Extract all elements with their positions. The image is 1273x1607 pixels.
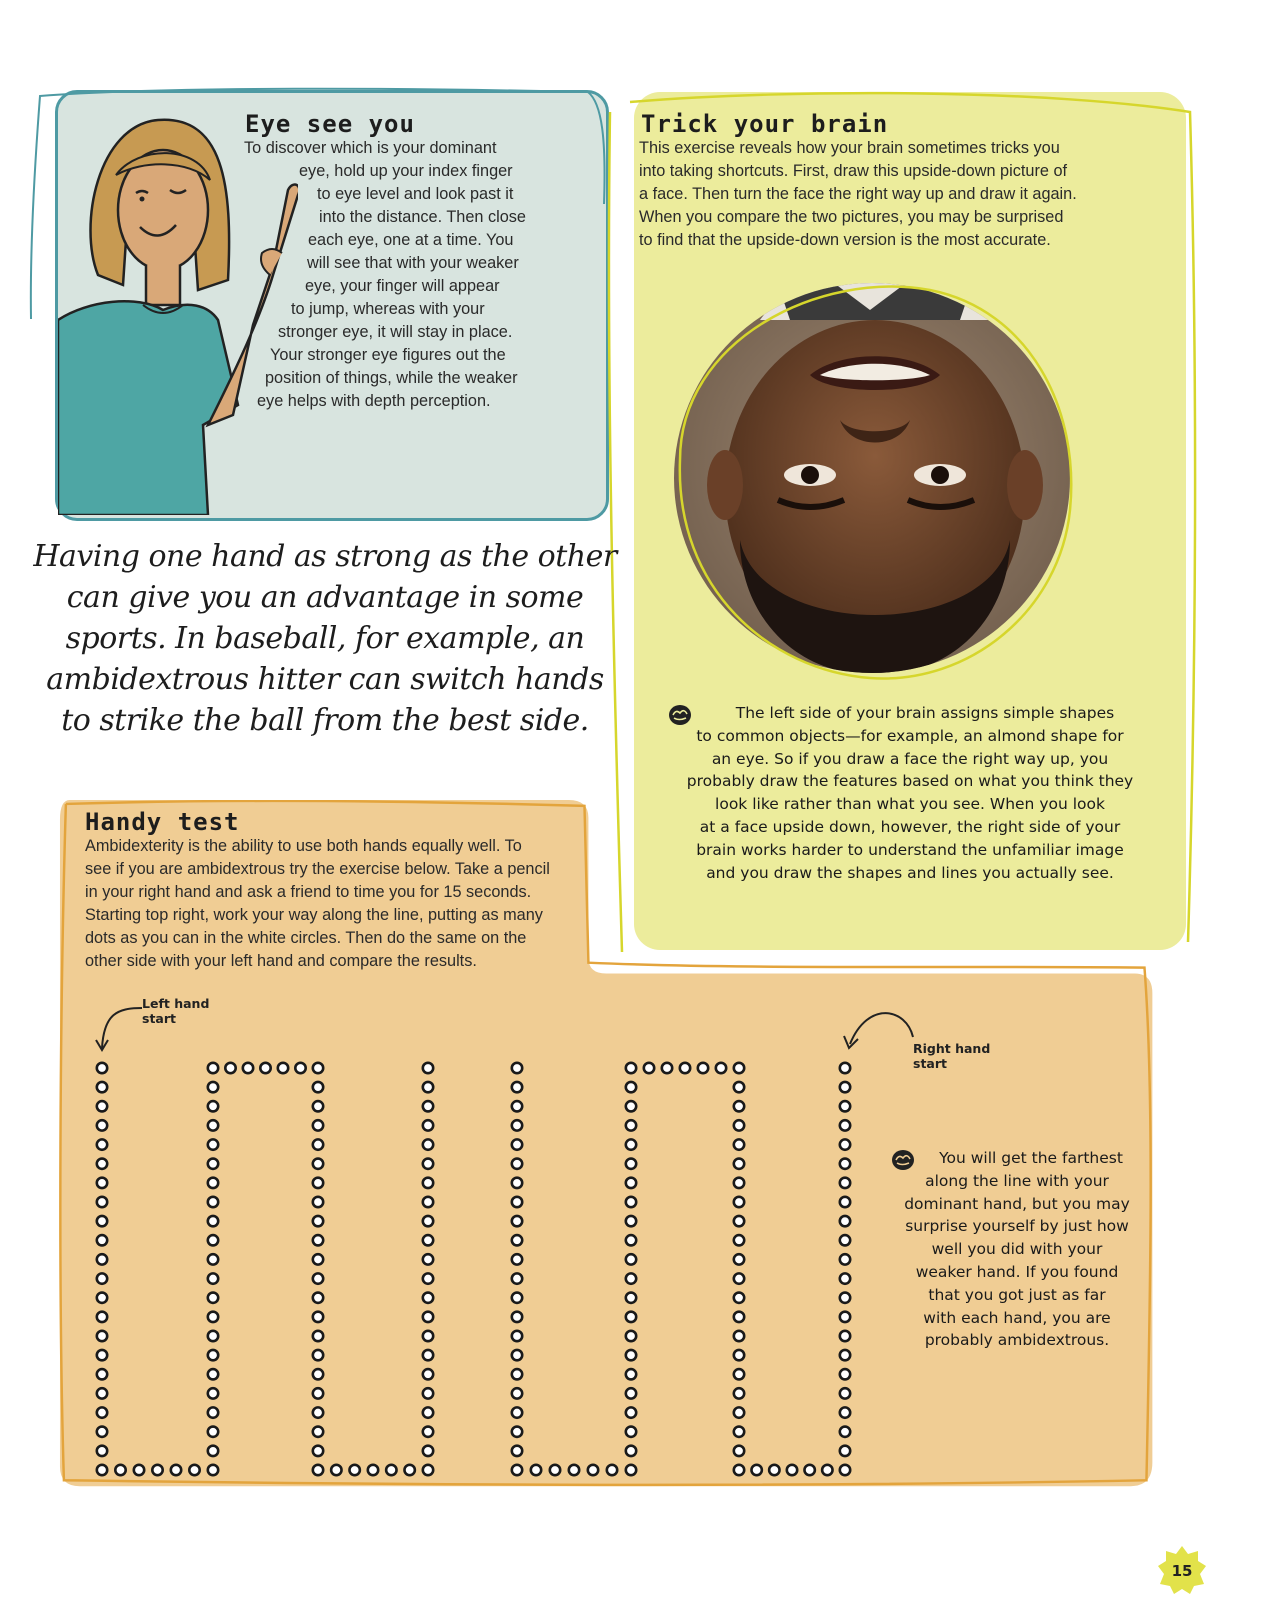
path-dot[interactable] bbox=[626, 1120, 636, 1130]
path-dot[interactable] bbox=[734, 1407, 744, 1417]
path-dot[interactable] bbox=[512, 1427, 522, 1437]
path-dot[interactable] bbox=[512, 1407, 522, 1417]
path-dot[interactable] bbox=[97, 1101, 107, 1111]
path-dot[interactable] bbox=[313, 1063, 323, 1073]
eye-line-1: To discover which is your dominant bbox=[244, 139, 497, 157]
path-dot[interactable] bbox=[313, 1254, 323, 1264]
path-dot[interactable] bbox=[208, 1197, 218, 1207]
quote-line-4: ambidextrous hitter can switch hands bbox=[46, 662, 604, 697]
path-dot[interactable] bbox=[626, 1331, 636, 1341]
eye-line-8: to jump, whereas with your bbox=[291, 300, 485, 318]
path-dot[interactable] bbox=[423, 1312, 433, 1322]
handy-panel-title: Handy test bbox=[85, 808, 240, 836]
path-dot[interactable] bbox=[512, 1273, 522, 1283]
handy-line-6: other side with your left hand and compare the results. bbox=[85, 952, 477, 970]
path-dot[interactable] bbox=[734, 1446, 744, 1456]
left-label-line-1: Left hand bbox=[142, 996, 210, 1011]
path-dot[interactable] bbox=[208, 1216, 218, 1226]
path-dot[interactable] bbox=[97, 1446, 107, 1456]
path-dot[interactable] bbox=[512, 1216, 522, 1226]
path-dot[interactable] bbox=[225, 1063, 235, 1073]
handy-line-4: Starting top right, work your way along the line, putting as many bbox=[85, 906, 543, 924]
path-dot[interactable] bbox=[734, 1139, 744, 1149]
path-dot[interactable] bbox=[734, 1312, 744, 1322]
path-dot[interactable] bbox=[626, 1139, 636, 1149]
path-dot[interactable] bbox=[313, 1197, 323, 1207]
path-dot[interactable] bbox=[313, 1235, 323, 1245]
path-dot[interactable] bbox=[734, 1388, 744, 1398]
path-dot[interactable] bbox=[716, 1063, 726, 1073]
path-dot[interactable] bbox=[97, 1273, 107, 1283]
right-label-line-2: start bbox=[913, 1056, 947, 1071]
path-dot[interactable] bbox=[423, 1120, 433, 1130]
path-dot[interactable] bbox=[313, 1331, 323, 1341]
quote-line-2: can give you an advantage in some bbox=[66, 580, 584, 615]
path-dot[interactable] bbox=[423, 1293, 433, 1303]
hand-tip-line-7: that you got just as far bbox=[928, 1285, 1106, 1304]
handy-line-2: see if you are ambidextrous try the exercise below. Take a pencil bbox=[85, 860, 550, 878]
path-dot[interactable] bbox=[97, 1350, 107, 1360]
path-dot[interactable] bbox=[626, 1235, 636, 1245]
path-dot[interactable] bbox=[769, 1465, 779, 1475]
path-dot[interactable] bbox=[626, 1388, 636, 1398]
path-dot[interactable] bbox=[626, 1063, 636, 1073]
quote-line-5: to strike the ball from the best side. bbox=[61, 703, 589, 738]
path-dot[interactable] bbox=[607, 1465, 617, 1475]
hand-tip-line-5: well you did with your bbox=[931, 1240, 1103, 1259]
hand-tip-line-3: dominant hand, but you may bbox=[904, 1194, 1130, 1213]
path-dot[interactable] bbox=[368, 1465, 378, 1475]
path-dot[interactable] bbox=[751, 1465, 761, 1475]
handy-panel-tip bbox=[872, 1147, 1162, 1352]
path-dot[interactable] bbox=[278, 1063, 288, 1073]
page-number-badge bbox=[1158, 1546, 1206, 1594]
path-dot[interactable] bbox=[734, 1254, 744, 1264]
path-dot[interactable] bbox=[734, 1216, 744, 1226]
trick-line-4: When you compare the two pictures, you may be surprised bbox=[639, 208, 1064, 226]
path-dot[interactable] bbox=[313, 1293, 323, 1303]
quote-line-3: sports. In baseball, for example, an bbox=[65, 621, 585, 656]
path-dot[interactable] bbox=[840, 1159, 850, 1169]
path-dot[interactable] bbox=[840, 1139, 850, 1149]
trick-line-5: to find that the upside-down version is the most accurate. bbox=[639, 231, 1051, 249]
path-dot[interactable] bbox=[512, 1446, 522, 1456]
path-dot[interactable] bbox=[208, 1446, 218, 1456]
path-dot[interactable] bbox=[208, 1465, 218, 1475]
handy-line-5: dots as you can in the white circles. Then do the same on the bbox=[85, 929, 527, 947]
trick-line-1: This exercise reveals how your brain sometimes tricks you bbox=[639, 139, 1060, 157]
path-dot[interactable] bbox=[423, 1427, 433, 1437]
path-dot[interactable] bbox=[423, 1465, 433, 1475]
path-dot[interactable] bbox=[734, 1235, 744, 1245]
path-dot[interactable] bbox=[734, 1293, 744, 1303]
trick-tip-line-2: to common objects—for example, an almond shape for bbox=[696, 726, 1124, 745]
path-dot[interactable] bbox=[97, 1312, 107, 1322]
path-dot[interactable] bbox=[512, 1465, 522, 1475]
path-dot[interactable] bbox=[626, 1350, 636, 1360]
path-dot[interactable] bbox=[208, 1427, 218, 1437]
path-dot[interactable] bbox=[734, 1465, 744, 1475]
path-dot[interactable] bbox=[531, 1465, 541, 1475]
path-dot[interactable] bbox=[588, 1465, 598, 1475]
right-label-line-1: Right hand bbox=[913, 1041, 991, 1056]
trick-tip-line-7: brain works harder to understand the unfamiliar image bbox=[696, 840, 1124, 859]
path-dot[interactable] bbox=[840, 1465, 850, 1475]
path-dot[interactable] bbox=[313, 1427, 323, 1437]
path-dot[interactable] bbox=[512, 1254, 522, 1264]
path-dot[interactable] bbox=[626, 1407, 636, 1417]
path-dot[interactable] bbox=[512, 1159, 522, 1169]
path-dot[interactable] bbox=[626, 1082, 636, 1092]
trick-tip-line-8: and you draw the shapes and lines you actually see. bbox=[706, 863, 1114, 882]
path-dot[interactable] bbox=[840, 1293, 850, 1303]
path-dot[interactable] bbox=[313, 1350, 323, 1360]
hand-tip-line-9: probably ambidextrous. bbox=[924, 1331, 1110, 1350]
path-dot[interactable] bbox=[512, 1350, 522, 1360]
eye-line-7: eye, your finger will appear bbox=[305, 277, 500, 295]
path-dot[interactable] bbox=[423, 1369, 433, 1379]
path-dot[interactable] bbox=[840, 1350, 850, 1360]
path-dot[interactable] bbox=[313, 1446, 323, 1456]
trick-tip-line-3: an eye. So if you draw a face the right way up, you bbox=[711, 749, 1109, 768]
path-dot[interactable] bbox=[313, 1120, 323, 1130]
path-dot[interactable] bbox=[313, 1369, 323, 1379]
handy-line-3: in your right hand and ask a friend to time you for 15 seconds. bbox=[85, 883, 532, 901]
eye-line-11: position of things, while the weaker bbox=[265, 369, 518, 387]
path-dot[interactable] bbox=[512, 1235, 522, 1245]
path-dot[interactable] bbox=[569, 1465, 579, 1475]
path-dot[interactable] bbox=[512, 1120, 522, 1130]
path-dot[interactable] bbox=[734, 1063, 744, 1073]
path-dot[interactable] bbox=[626, 1312, 636, 1322]
path-dot[interactable] bbox=[626, 1273, 636, 1283]
path-dot[interactable] bbox=[97, 1388, 107, 1398]
path-dot[interactable] bbox=[626, 1465, 636, 1475]
hand-tip-line-6: weaker hand. If you found bbox=[915, 1262, 1119, 1281]
path-dot[interactable] bbox=[840, 1254, 850, 1264]
path-dot[interactable] bbox=[208, 1273, 218, 1283]
path-dot[interactable] bbox=[512, 1293, 522, 1303]
path-dot[interactable] bbox=[423, 1350, 433, 1360]
path-dot[interactable] bbox=[97, 1159, 107, 1169]
path-dot[interactable] bbox=[423, 1331, 433, 1341]
path-dot[interactable] bbox=[840, 1197, 850, 1207]
path-dot[interactable] bbox=[734, 1101, 744, 1111]
path-dot[interactable] bbox=[840, 1178, 850, 1188]
path-dot[interactable] bbox=[97, 1197, 107, 1207]
path-dot[interactable] bbox=[97, 1216, 107, 1226]
path-dot[interactable] bbox=[208, 1350, 218, 1360]
path-dot[interactable] bbox=[208, 1407, 218, 1417]
path-dot[interactable] bbox=[512, 1082, 522, 1092]
path-dot[interactable] bbox=[512, 1312, 522, 1322]
path-dot[interactable] bbox=[840, 1235, 850, 1245]
path-dot[interactable] bbox=[208, 1369, 218, 1379]
path-dot[interactable] bbox=[313, 1407, 323, 1417]
path-dot[interactable] bbox=[423, 1216, 433, 1226]
path-dot[interactable] bbox=[840, 1063, 850, 1073]
path-dot[interactable] bbox=[626, 1197, 636, 1207]
path-dot[interactable] bbox=[734, 1159, 744, 1169]
path-dot[interactable] bbox=[423, 1235, 433, 1245]
path-dot[interactable] bbox=[840, 1082, 850, 1092]
path-dot[interactable] bbox=[152, 1465, 162, 1475]
path-dot[interactable] bbox=[97, 1063, 107, 1073]
path-dot[interactable] bbox=[97, 1331, 107, 1341]
handy-line-1: Ambidexterity is the ability to use both hands equally well. To bbox=[85, 837, 522, 855]
path-dot[interactable] bbox=[313, 1312, 323, 1322]
path-dot[interactable] bbox=[423, 1388, 433, 1398]
path-dot[interactable] bbox=[97, 1120, 107, 1130]
path-dot[interactable] bbox=[97, 1369, 107, 1379]
path-dot[interactable] bbox=[626, 1101, 636, 1111]
path-dot[interactable] bbox=[97, 1139, 107, 1149]
eye-line-12: eye helps with depth perception. bbox=[257, 392, 491, 410]
path-dot[interactable] bbox=[840, 1120, 850, 1130]
path-dot[interactable] bbox=[512, 1063, 522, 1073]
path-dot[interactable] bbox=[840, 1427, 850, 1437]
path-dot[interactable] bbox=[97, 1427, 107, 1437]
path-dot[interactable] bbox=[386, 1465, 396, 1475]
path-dot[interactable] bbox=[734, 1082, 744, 1092]
path-dot[interactable] bbox=[626, 1446, 636, 1456]
path-dot[interactable] bbox=[734, 1120, 744, 1130]
path-dot[interactable] bbox=[208, 1139, 218, 1149]
path-dot[interactable] bbox=[313, 1082, 323, 1092]
path-dot[interactable] bbox=[313, 1101, 323, 1111]
path-dot[interactable] bbox=[313, 1216, 323, 1226]
path-dot[interactable] bbox=[512, 1369, 522, 1379]
path-dot[interactable] bbox=[423, 1139, 433, 1149]
path-dot[interactable] bbox=[734, 1178, 744, 1188]
path-dot[interactable] bbox=[698, 1063, 708, 1073]
path-dot[interactable] bbox=[423, 1159, 433, 1169]
eye-line-10: Your stronger eye figures out the bbox=[270, 346, 506, 364]
trick-tip-line-4: probably draw the features based on what you think they bbox=[686, 772, 1134, 791]
path-dot[interactable] bbox=[626, 1369, 636, 1379]
path-dot[interactable] bbox=[734, 1331, 744, 1341]
path-dot[interactable] bbox=[208, 1120, 218, 1130]
path-dot[interactable] bbox=[423, 1101, 433, 1111]
quote-line-1: Having one hand as strong as the other bbox=[33, 539, 617, 574]
path-dot[interactable] bbox=[349, 1465, 359, 1475]
trick-tip-line-6: at a face upside down, however, the right side of your bbox=[699, 817, 1121, 836]
path-dot[interactable] bbox=[97, 1254, 107, 1264]
path-dot[interactable] bbox=[840, 1407, 850, 1417]
path-dot[interactable] bbox=[550, 1465, 560, 1475]
path-dot[interactable] bbox=[423, 1446, 433, 1456]
path-dot[interactable] bbox=[208, 1235, 218, 1245]
path-dot[interactable] bbox=[662, 1063, 672, 1073]
path-dot[interactable] bbox=[208, 1312, 218, 1322]
path-dot[interactable] bbox=[97, 1235, 107, 1245]
path-dot[interactable] bbox=[260, 1063, 270, 1073]
eye-line-3: to eye level and look past it bbox=[317, 185, 514, 203]
path-dot[interactable] bbox=[626, 1427, 636, 1437]
path-dot[interactable] bbox=[313, 1178, 323, 1188]
path-dot[interactable] bbox=[512, 1139, 522, 1149]
trick-tip-line-5: look like rather than what you see. When you look bbox=[715, 795, 1105, 814]
path-dot[interactable] bbox=[208, 1293, 218, 1303]
path-dot[interactable] bbox=[423, 1197, 433, 1207]
path-dot[interactable] bbox=[423, 1063, 433, 1073]
path-dot[interactable] bbox=[626, 1254, 636, 1264]
path-dot[interactable] bbox=[404, 1465, 414, 1475]
path-dot[interactable] bbox=[626, 1159, 636, 1169]
path-dot[interactable] bbox=[680, 1063, 690, 1073]
path-dot[interactable] bbox=[626, 1178, 636, 1188]
path-dot[interactable] bbox=[626, 1216, 636, 1226]
eye-line-2: eye, hold up your index finger bbox=[299, 162, 513, 180]
eye-panel-title: Eye see you bbox=[245, 110, 415, 138]
eye-line-9: stronger eye, it will stay in place. bbox=[278, 323, 513, 341]
trick-line-3: a face. Then turn the face the right way up and draw it again. bbox=[639, 185, 1077, 203]
path-dot[interactable] bbox=[734, 1273, 744, 1283]
page-number: 15 bbox=[1171, 1562, 1193, 1580]
path-dot[interactable] bbox=[804, 1465, 814, 1475]
trick-panel-title: Trick your brain bbox=[641, 110, 889, 138]
path-dot[interactable] bbox=[840, 1216, 850, 1226]
path-dot[interactable] bbox=[97, 1178, 107, 1188]
hand-tip-line-8: with each hand, you are bbox=[923, 1308, 1111, 1327]
path-dot[interactable] bbox=[171, 1465, 181, 1475]
path-dot[interactable] bbox=[208, 1254, 218, 1264]
hand-tip-line-1: You will get the farthest bbox=[939, 1149, 1123, 1167]
trick-line-2: into taking shortcuts. First, draw this upside-down picture of bbox=[639, 162, 1068, 180]
path-dot[interactable] bbox=[295, 1063, 305, 1073]
path-dot[interactable] bbox=[208, 1388, 218, 1398]
hand-tip-line-4: surprise yourself by just how bbox=[905, 1217, 1129, 1236]
path-dot[interactable] bbox=[734, 1197, 744, 1207]
path-dot[interactable] bbox=[97, 1407, 107, 1417]
path-dot[interactable] bbox=[97, 1465, 107, 1475]
path-dot[interactable] bbox=[423, 1273, 433, 1283]
path-dot[interactable] bbox=[840, 1273, 850, 1283]
path-dot[interactable] bbox=[313, 1273, 323, 1283]
path-dot[interactable] bbox=[208, 1178, 218, 1188]
path-dot[interactable] bbox=[313, 1159, 323, 1169]
path-dot[interactable] bbox=[423, 1407, 433, 1417]
path-dot[interactable] bbox=[734, 1427, 744, 1437]
path-dot[interactable] bbox=[512, 1388, 522, 1398]
path-dot[interactable] bbox=[313, 1465, 323, 1475]
path-dot[interactable] bbox=[208, 1101, 218, 1111]
hand-tip-line-2: along the line with your bbox=[925, 1171, 1109, 1190]
path-dot[interactable] bbox=[840, 1388, 850, 1398]
eye-line-5: each eye, one at a time. You bbox=[308, 231, 514, 249]
path-dot[interactable] bbox=[512, 1178, 522, 1188]
path-dot[interactable] bbox=[313, 1139, 323, 1149]
path-dot[interactable] bbox=[840, 1312, 850, 1322]
path-dot[interactable] bbox=[626, 1293, 636, 1303]
path-dot[interactable] bbox=[840, 1446, 850, 1456]
path-dot[interactable] bbox=[512, 1197, 522, 1207]
path-dot[interactable] bbox=[97, 1293, 107, 1303]
path-dot[interactable] bbox=[97, 1082, 107, 1092]
left-label-line-2: start bbox=[142, 1011, 176, 1026]
path-dot[interactable] bbox=[331, 1465, 341, 1475]
path-dot[interactable] bbox=[822, 1465, 832, 1475]
path-dot[interactable] bbox=[243, 1063, 253, 1073]
eye-line-4: into the distance. Then close bbox=[319, 208, 526, 226]
path-dot[interactable] bbox=[734, 1350, 744, 1360]
path-dot[interactable] bbox=[840, 1101, 850, 1111]
path-dot[interactable] bbox=[787, 1465, 797, 1475]
path-dot[interactable] bbox=[208, 1082, 218, 1092]
path-dot[interactable] bbox=[189, 1465, 199, 1475]
path-dot[interactable] bbox=[423, 1254, 433, 1264]
path-dot[interactable] bbox=[734, 1369, 744, 1379]
path-dot[interactable] bbox=[134, 1465, 144, 1475]
path-dot[interactable] bbox=[313, 1388, 323, 1398]
path-dot[interactable] bbox=[208, 1331, 218, 1341]
path-dot[interactable] bbox=[512, 1331, 522, 1341]
path-dot[interactable] bbox=[512, 1101, 522, 1111]
path-dot[interactable] bbox=[840, 1369, 850, 1379]
path-dot[interactable] bbox=[644, 1063, 654, 1073]
eye-line-6: will see that with your weaker bbox=[307, 254, 519, 272]
path-dot[interactable] bbox=[115, 1465, 125, 1475]
path-dot[interactable] bbox=[423, 1082, 433, 1092]
path-dot[interactable] bbox=[423, 1178, 433, 1188]
path-dot[interactable] bbox=[208, 1063, 218, 1073]
path-dot[interactable] bbox=[208, 1159, 218, 1169]
path-dot[interactable] bbox=[840, 1331, 850, 1341]
trick-tip-line-1: The left side of your brain assigns simple shapes bbox=[735, 704, 1115, 722]
